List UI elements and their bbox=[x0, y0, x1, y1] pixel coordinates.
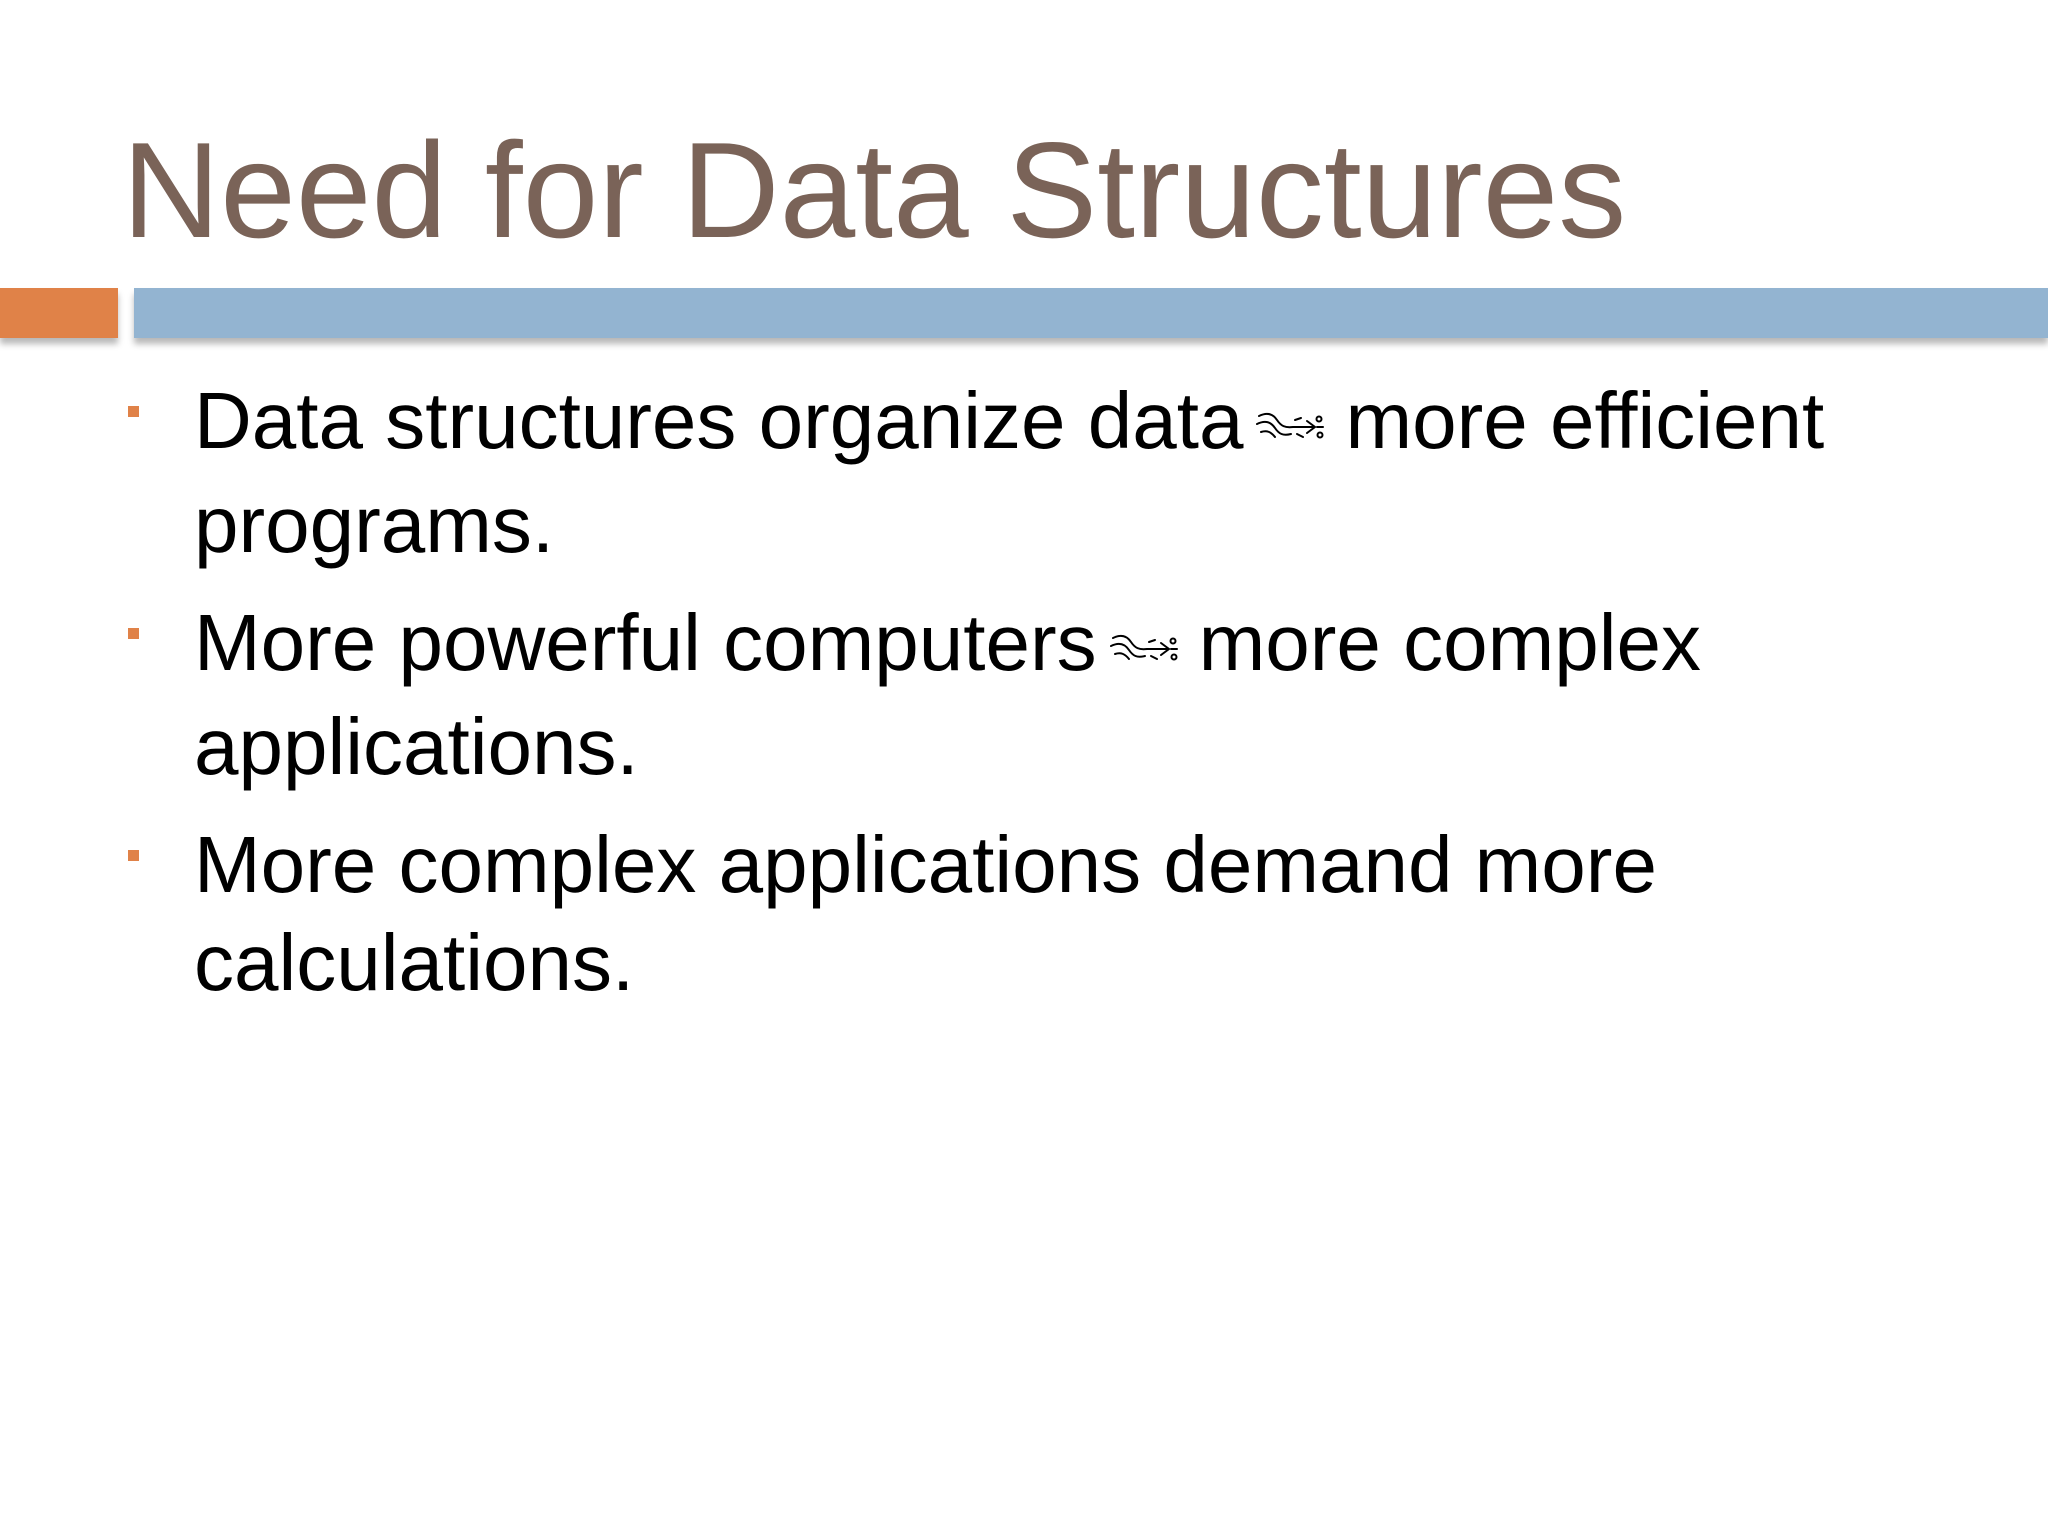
bullet-marker bbox=[128, 850, 139, 861]
bullet-item bbox=[0, 816, 2048, 1012]
bullet-marker bbox=[128, 628, 139, 639]
bullet-text-after: more complex applications. bbox=[194, 597, 1701, 791]
accent-bar-blue bbox=[134, 288, 2048, 338]
bullet-marker bbox=[128, 406, 139, 417]
bullet-item bbox=[0, 372, 2048, 574]
bullet-text-after: more efficient programs. bbox=[194, 376, 1825, 569]
bullet-list bbox=[0, 372, 2048, 1032]
decorative-arrow-icon bbox=[1109, 592, 1179, 690]
accent-bar-orange bbox=[0, 288, 118, 338]
bullet-item bbox=[0, 594, 2048, 796]
decorative-arrow-icon bbox=[1255, 370, 1325, 468]
bullet-text-before: More powerful computers bbox=[194, 597, 1097, 687]
slide-title: Need for Data Structures bbox=[122, 114, 1627, 266]
bullet-text: More complex applications demand more calculations. bbox=[194, 819, 1657, 1007]
bullet-text-before: Data structures organize data bbox=[194, 376, 1244, 465]
